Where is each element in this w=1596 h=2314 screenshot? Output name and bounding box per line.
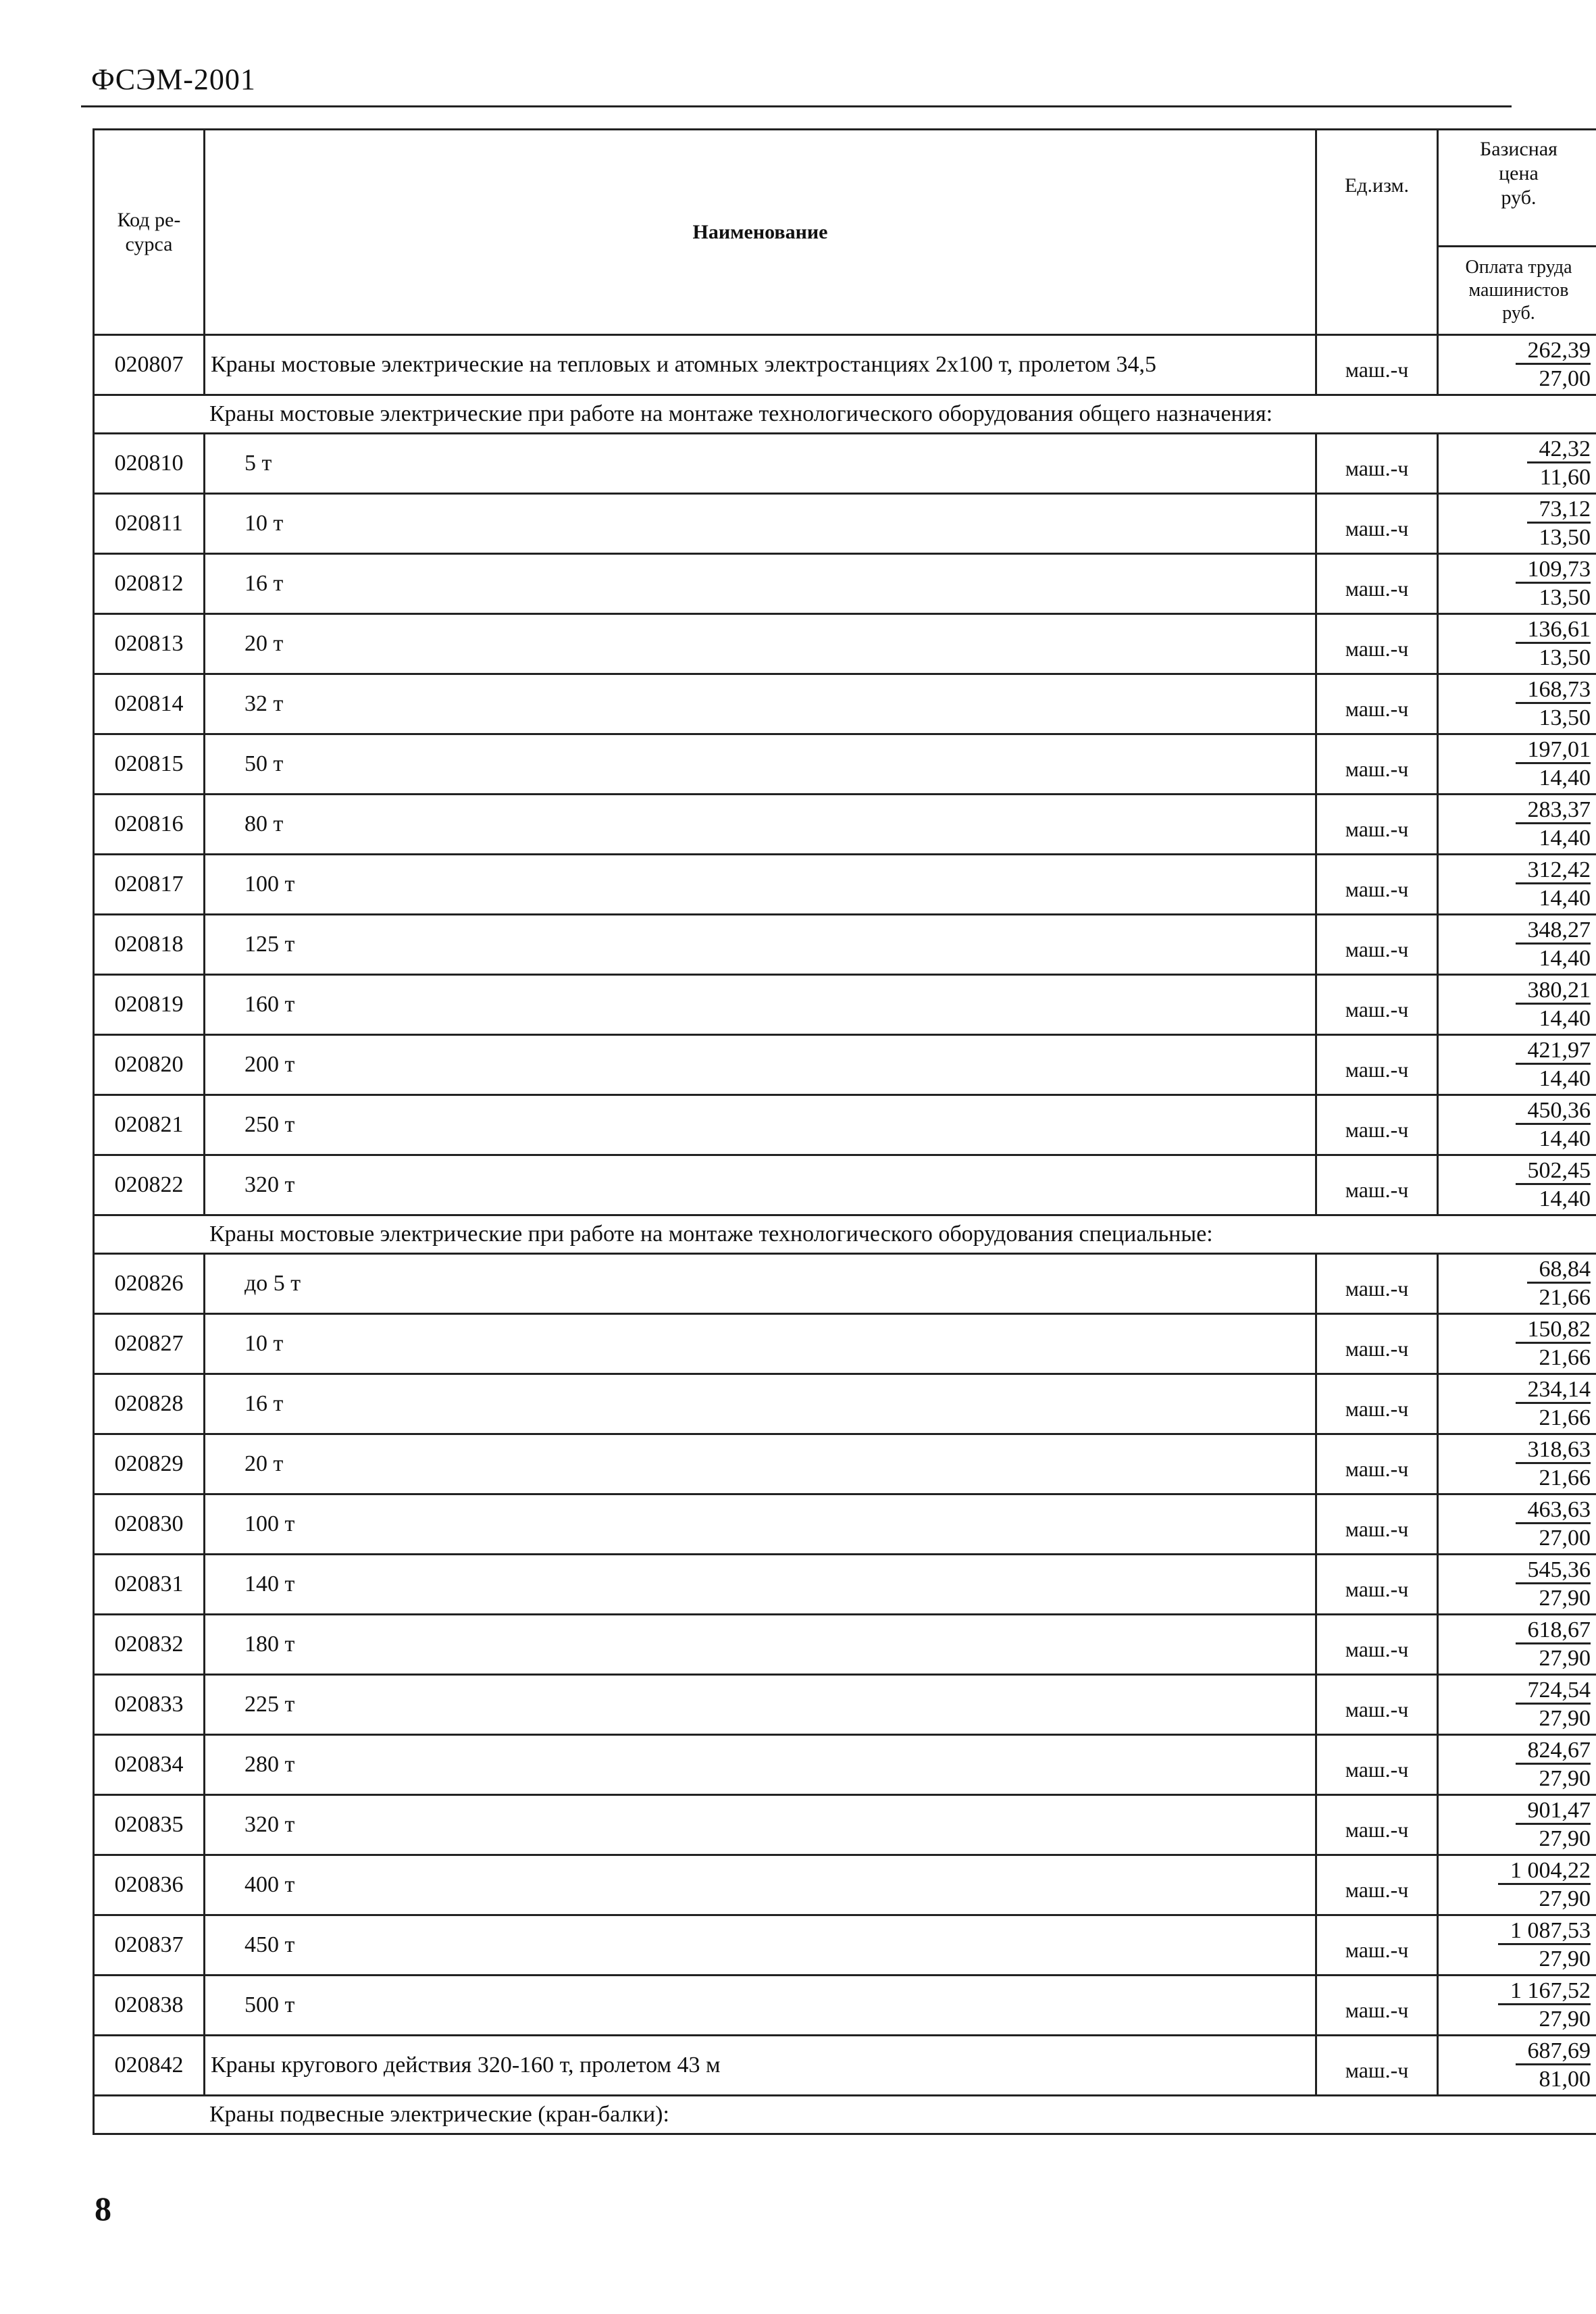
resource-unit: маш.-ч [1316, 1254, 1438, 1314]
resource-code: 020818 [94, 915, 205, 975]
resource-price [1438, 1615, 1596, 1675]
resource-price [1438, 1254, 1596, 1314]
resource-code: 020832 [94, 1615, 205, 1675]
table-row [94, 554, 1596, 614]
base-price: 109,73 [1516, 557, 1591, 584]
resource-code: 020837 [94, 1915, 205, 1976]
resource-code: 020828 [94, 1374, 205, 1434]
resource-code: 020817 [94, 855, 205, 915]
resource-name: 160 т [205, 975, 1316, 1035]
operator-wage: 27,90 [1539, 1826, 1591, 1851]
operator-wage: 27,90 [1539, 1766, 1591, 1791]
table-row [94, 1795, 1596, 1855]
section-title: Краны мостовые электрические при работе на монтаже технологического оборудования общего назначения: [94, 395, 1596, 434]
resource-code: 020827 [94, 1314, 205, 1374]
header-divider [81, 105, 1512, 107]
resource-code: 020815 [94, 734, 205, 795]
operator-wage: 27,90 [1539, 1646, 1591, 1671]
table-row [94, 1254, 1596, 1314]
resource-price [1438, 1035, 1596, 1095]
resource-name: 32 т [205, 674, 1316, 734]
resource-code: 020838 [94, 1976, 205, 2036]
table-row [94, 434, 1596, 494]
table-row [94, 1855, 1596, 1915]
section-title: Краны мостовые электрические при работе на монтаже технологического оборудования специальные: [94, 1215, 1596, 1254]
section-title: Краны подвесные электрические (кран-балки): [94, 2096, 1596, 2134]
resource-unit: маш.-ч [1316, 434, 1438, 494]
table-row [94, 614, 1596, 674]
operator-wage: 13,50 [1539, 585, 1591, 610]
base-price: 421,97 [1516, 1038, 1591, 1065]
base-price: 450,36 [1516, 1098, 1591, 1125]
resource-name: 80 т [205, 795, 1316, 855]
table-row [94, 1615, 1596, 1675]
base-price: 1 004,22 [1498, 1858, 1591, 1885]
resource-unit: маш.-ч [1316, 1095, 1438, 1155]
resource-unit: маш.-ч [1316, 795, 1438, 855]
operator-wage: 27,00 [1539, 1526, 1591, 1551]
operator-wage: 27,90 [1539, 2007, 1591, 2032]
operator-wage: 13,50 [1539, 705, 1591, 730]
resource-unit: маш.-ч [1316, 734, 1438, 795]
resource-unit: маш.-ч [1316, 915, 1438, 975]
resource-name: 10 т [205, 1314, 1316, 1374]
table-row [94, 494, 1596, 554]
resource-name: 20 т [205, 1434, 1316, 1494]
resource-name: 20 т [205, 614, 1316, 674]
resource-price [1438, 674, 1596, 734]
base-price: 724,54 [1516, 1678, 1591, 1705]
resource-name: 180 т [205, 1615, 1316, 1675]
resource-price [1438, 1795, 1596, 1855]
resource-unit: маш.-ч [1316, 1314, 1438, 1374]
resource-unit: маш.-ч [1316, 1155, 1438, 1215]
base-price: 318,63 [1516, 1437, 1591, 1464]
resource-name: 125 т [205, 915, 1316, 975]
operator-wage: 21,66 [1539, 1405, 1591, 1430]
base-price: 68,84 [1527, 1257, 1591, 1284]
base-price: 348,27 [1516, 917, 1591, 945]
resource-price [1438, 795, 1596, 855]
operator-wage: 27,90 [1539, 1886, 1591, 1911]
resource-name: 280 т [205, 1735, 1316, 1795]
table-row [94, 1494, 1596, 1555]
base-price: 618,67 [1516, 1617, 1591, 1644]
resource-unit: маш.-ч [1316, 1494, 1438, 1555]
page-number: 8 [95, 2190, 111, 2228]
resource-price [1438, 614, 1596, 674]
document-title: ФСЭМ-2001 [91, 63, 256, 96]
resource-unit: маш.-ч [1316, 855, 1438, 915]
operator-wage: 21,66 [1539, 1345, 1591, 1370]
resource-unit: маш.-ч [1316, 1795, 1438, 1855]
resource-price [1438, 915, 1596, 975]
operator-wage: 21,66 [1539, 1465, 1591, 1490]
resource-code: 020807 [94, 335, 205, 395]
base-price: 687,69 [1516, 2038, 1591, 2065]
table-row [94, 1675, 1596, 1735]
table-row [94, 1155, 1596, 1215]
base-price: 1 087,53 [1498, 1918, 1591, 1945]
resource-code: 020810 [94, 434, 205, 494]
resource-price [1438, 1915, 1596, 1976]
operator-wage: 14,40 [1539, 765, 1591, 790]
base-price: 168,73 [1516, 677, 1591, 704]
table-row [94, 1915, 1596, 1976]
resource-unit: маш.-ч [1316, 1675, 1438, 1735]
resource-unit: маш.-ч [1316, 335, 1438, 395]
table-row [94, 734, 1596, 795]
resource-name: 50 т [205, 734, 1316, 795]
table-body [94, 335, 1596, 2134]
resource-code: 020842 [94, 2036, 205, 2096]
base-price: 312,42 [1516, 857, 1591, 884]
resource-name: 16 т [205, 554, 1316, 614]
operator-wage: 27,90 [1539, 1946, 1591, 1971]
table-row [94, 1374, 1596, 1434]
operator-wage: 14,40 [1539, 1006, 1591, 1031]
resource-unit: маш.-ч [1316, 1035, 1438, 1095]
operator-wage: 27,90 [1539, 1706, 1591, 1731]
resource-unit: маш.-ч [1316, 1735, 1438, 1795]
resource-code: 020836 [94, 1855, 205, 1915]
table-row [94, 1035, 1596, 1095]
table-row [94, 335, 1596, 395]
column-header-name: Наименование [205, 130, 1316, 335]
resource-name: 225 т [205, 1675, 1316, 1735]
resource-name: 100 т [205, 1494, 1316, 1555]
operator-wage: 13,50 [1539, 525, 1591, 550]
base-price: 1 167,52 [1498, 1978, 1591, 2005]
resource-price [1438, 335, 1596, 395]
operator-wage: 14,40 [1539, 886, 1591, 911]
resource-name: Краны кругового действия 320-160 т, пролетом 43 м [205, 2036, 1316, 2096]
resource-price [1438, 1314, 1596, 1374]
resource-code: 020811 [94, 494, 205, 554]
resource-code: 020821 [94, 1095, 205, 1155]
base-price: 234,14 [1516, 1377, 1591, 1404]
section-row-general [94, 395, 1596, 434]
table-row [94, 1434, 1596, 1494]
base-price: 380,21 [1516, 978, 1591, 1005]
column-header-base-price: Базисная цена руб. [1438, 130, 1596, 247]
resource-unit: маш.-ч [1316, 494, 1438, 554]
table-row [94, 855, 1596, 915]
base-price: 463,63 [1516, 1497, 1591, 1524]
resource-code: 020822 [94, 1155, 205, 1215]
resource-code: 020829 [94, 1434, 205, 1494]
table-row [94, 1095, 1596, 1155]
operator-wage: 81,00 [1539, 2067, 1591, 2092]
operator-wage: 27,90 [1539, 1586, 1591, 1611]
table-row [94, 1314, 1596, 1374]
base-price: 42,32 [1527, 436, 1591, 463]
base-price: 197,01 [1516, 737, 1591, 764]
operator-wage: 21,66 [1539, 1285, 1591, 1310]
resource-name: 400 т [205, 1855, 1316, 1915]
section-row-special [94, 1215, 1596, 1254]
resource-unit: маш.-ч [1316, 1374, 1438, 1434]
resource-code: 020834 [94, 1735, 205, 1795]
operator-wage: 13,50 [1539, 645, 1591, 670]
resource-unit: маш.-ч [1316, 1615, 1438, 1675]
resource-name: до 5 т [205, 1254, 1316, 1314]
base-price: 824,67 [1516, 1738, 1591, 1765]
resource-unit: маш.-ч [1316, 1434, 1438, 1494]
resource-name: Краны мостовые электрические на тепловых и атомных электростанциях 2x100 т, пролетом 34,5 [205, 335, 1316, 395]
resource-name: 450 т [205, 1915, 1316, 1976]
resource-unit: маш.-ч [1316, 1855, 1438, 1915]
base-price: 262,39 [1516, 338, 1591, 365]
operator-wage: 14,40 [1539, 1066, 1591, 1091]
operator-wage: 14,40 [1539, 1186, 1591, 1211]
resource-price [1438, 855, 1596, 915]
table-row [94, 1976, 1596, 2036]
resource-price [1438, 1555, 1596, 1615]
column-header-code: Код ре- сурса [94, 130, 205, 335]
resource-price [1438, 434, 1596, 494]
resource-unit: маш.-ч [1316, 554, 1438, 614]
resource-price [1438, 1155, 1596, 1215]
resource-price [1438, 1735, 1596, 1795]
resource-price [1438, 1976, 1596, 2036]
table-row [94, 1735, 1596, 1795]
table-row [94, 2036, 1596, 2096]
resource-code: 020833 [94, 1675, 205, 1735]
column-header-unit: Ед.изм. [1316, 130, 1438, 335]
base-price: 136,61 [1516, 617, 1591, 644]
resource-price [1438, 1494, 1596, 1555]
resource-price [1438, 1434, 1596, 1494]
resource-price [1438, 975, 1596, 1035]
resource-price [1438, 1374, 1596, 1434]
operator-wage: 11,60 [1539, 465, 1591, 490]
resource-code: 020813 [94, 614, 205, 674]
resource-unit: маш.-ч [1316, 1915, 1438, 1976]
resource-name: 100 т [205, 855, 1316, 915]
resource-unit: маш.-ч [1316, 1555, 1438, 1615]
table-row [94, 795, 1596, 855]
resource-code: 020814 [94, 674, 205, 734]
resource-code: 020812 [94, 554, 205, 614]
resource-name: 200 т [205, 1035, 1316, 1095]
resource-code: 020816 [94, 795, 205, 855]
resource-code: 020831 [94, 1555, 205, 1615]
resource-name: 320 т [205, 1795, 1316, 1855]
resource-price [1438, 554, 1596, 614]
table-row [94, 915, 1596, 975]
operator-wage: 14,40 [1539, 946, 1591, 971]
base-price: 545,36 [1516, 1557, 1591, 1584]
operator-wage: 14,40 [1539, 1126, 1591, 1151]
base-price: 901,47 [1516, 1798, 1591, 1825]
table-row [94, 975, 1596, 1035]
resource-price [1438, 1675, 1596, 1735]
section-row-suspended [94, 2096, 1596, 2134]
base-price: 283,37 [1516, 797, 1591, 824]
resource-name: 5 т [205, 434, 1316, 494]
resource-name: 320 т [205, 1155, 1316, 1215]
resource-unit: маш.-ч [1316, 975, 1438, 1035]
base-price: 73,12 [1527, 497, 1591, 524]
price-table [93, 128, 1596, 2135]
resource-unit: маш.-ч [1316, 614, 1438, 674]
resource-name: 500 т [205, 1976, 1316, 2036]
base-price: 150,82 [1516, 1317, 1591, 1344]
resource-code: 020820 [94, 1035, 205, 1095]
resource-price [1438, 1855, 1596, 1915]
resource-unit: маш.-ч [1316, 1976, 1438, 2036]
resource-price [1438, 2036, 1596, 2096]
resource-price [1438, 494, 1596, 554]
resource-price [1438, 734, 1596, 795]
resource-name: 16 т [205, 1374, 1316, 1434]
column-header-operator-wage: Оплата труда машинистов руб. [1438, 247, 1596, 335]
resource-code: 020835 [94, 1795, 205, 1855]
table-row [94, 674, 1596, 734]
resource-name: 250 т [205, 1095, 1316, 1155]
resource-code: 020819 [94, 975, 205, 1035]
resource-price [1438, 1095, 1596, 1155]
resource-unit: маш.-ч [1316, 2036, 1438, 2096]
operator-wage: 27,00 [1539, 366, 1591, 391]
resource-unit: маш.-ч [1316, 674, 1438, 734]
resource-name: 140 т [205, 1555, 1316, 1615]
operator-wage: 14,40 [1539, 826, 1591, 851]
table-row [94, 1555, 1596, 1615]
resource-code: 020826 [94, 1254, 205, 1314]
resource-name: 10 т [205, 494, 1316, 554]
base-price: 502,45 [1516, 1158, 1591, 1185]
resource-code: 020830 [94, 1494, 205, 1555]
